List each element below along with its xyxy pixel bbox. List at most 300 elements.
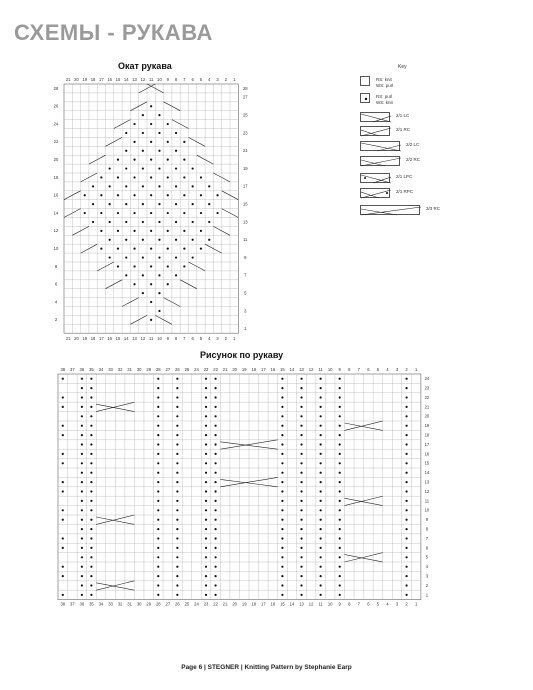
sleeve-purl-dot (320, 462, 322, 464)
sleeve-col-label-top: 37 (69, 367, 75, 372)
sleeve-purl-dot (320, 490, 322, 492)
sleeve-purl-dot (176, 519, 178, 521)
sleeve-col-label-top: 34 (98, 367, 104, 372)
sleeve-purl-dot (339, 378, 341, 380)
sleeve-purl-dot (176, 378, 178, 380)
sleeve-purl-dot (90, 584, 92, 586)
cap-purl-dot (142, 239, 144, 241)
sleeve-purl-dot (214, 547, 216, 549)
sleeve-purl-dot (281, 566, 283, 568)
sleeve-col-label-bottom: 26 (175, 601, 180, 607)
sleeve-purl-dot (339, 434, 341, 436)
sleeve-purl-dot (176, 490, 178, 492)
cap-purl-dot (150, 212, 152, 214)
sleeve-col-label-top: 15 (280, 367, 285, 372)
cap-purl-dot (142, 292, 144, 294)
cap-col-label-top: 10 (157, 77, 162, 82)
sleeve-col-label-top: 12 (308, 367, 314, 372)
cap-row-label-left: 22 (53, 139, 59, 145)
cap-purl-dot (100, 212, 102, 214)
sleeve-purl-dot (300, 584, 302, 586)
sleeve-purl-dot (281, 547, 283, 549)
cap-row-label-left: 2 (54, 317, 58, 323)
cap-col-label-top: 17 (99, 77, 104, 82)
sleeve-col-label-bottom: 34 (98, 601, 104, 607)
sleeve-purl-dot (405, 472, 407, 474)
sleeve-purl-dot (205, 575, 207, 577)
cap-purl-dot (150, 159, 152, 161)
sleeve-col-label-top: 13 (299, 367, 304, 372)
cap-col-label-top: 14 (123, 77, 129, 82)
sleeve-col-label-top: 4 (386, 367, 389, 372)
sleeve-purl-dot (320, 415, 322, 417)
cap-row-label-right: 15 (242, 201, 248, 207)
cap-purl-dot (183, 212, 185, 214)
sleeve-purl-dot (90, 566, 92, 568)
sleeve-purl-dot (205, 528, 207, 530)
sleeve-purl-dot (281, 443, 283, 445)
sleeve-purl-dot (90, 594, 92, 596)
cap-purl-dot (175, 274, 177, 276)
sleeve-purl-dot (300, 500, 302, 502)
key-label: 2/1 RPC (396, 189, 414, 194)
key-label: 2/1 LC (396, 113, 410, 118)
sleeve-purl-dot (214, 537, 216, 539)
sleeve-purl-dot (205, 537, 207, 539)
cap-col-label-bottom: 2 (224, 336, 228, 342)
cap-purl-dot (125, 256, 127, 258)
sleeve-purl-dot (157, 443, 159, 445)
cap-row-label-left: 12 (53, 228, 59, 234)
cap-col-label-bottom: 10 (157, 336, 162, 342)
cap-col-label-top: 1 (232, 77, 236, 82)
sleeve-col-label-top: 1 (414, 367, 418, 372)
sleeve-purl-dot (81, 519, 83, 521)
knit-symbol-icon (360, 76, 370, 86)
cap-purl-dot (167, 283, 169, 285)
sleeve-col-label-top: 26 (175, 367, 180, 372)
sleeve-purl-dot (62, 378, 64, 380)
cap-purl-dot (167, 212, 169, 214)
sleeve-col-label-top: 29 (146, 367, 152, 372)
sleeve-purl-dot (81, 425, 83, 427)
sleeve-purl-dot (405, 500, 407, 502)
cap-col-label-bottom: 17 (99, 336, 104, 342)
sleeve-purl-dot (157, 528, 159, 530)
cap-purl-dot (150, 141, 152, 143)
sleeve-purl-dot (339, 481, 341, 483)
sleeve-col-label-top: 27 (165, 367, 171, 372)
sleeve-purl-dot (81, 566, 83, 568)
cap-purl-dot (125, 239, 127, 241)
sleeve-purl-dot (300, 519, 302, 521)
sleeve-purl-dot (214, 425, 216, 427)
sleeve-col-label-bottom: 1 (414, 601, 418, 607)
sleeve-purl-dot (405, 453, 407, 455)
sleeve-row-label-right: 14 (424, 470, 430, 476)
sleeve-purl-dot (176, 584, 178, 586)
sleeve-purl-dot (281, 387, 283, 389)
cap-purl-dot (167, 176, 169, 178)
sleeve-purl-dot (320, 425, 322, 427)
sleeve-col-label-bottom: 35 (89, 601, 94, 607)
cap-purl-dot (142, 132, 144, 134)
sleeve-purl-dot (157, 406, 159, 408)
cap-purl-dot (158, 132, 160, 134)
cap-purl-dot (183, 141, 185, 143)
sleeve-purl-dot (405, 378, 407, 380)
cap-purl-dot (142, 114, 144, 116)
sleeve-purl-dot (339, 566, 341, 568)
cap-col-label-top: 13 (132, 77, 137, 82)
cap-purl-dot (117, 159, 119, 161)
sleeve-purl-dot (176, 462, 178, 464)
sleeve-purl-dot (320, 443, 322, 445)
cap-purl-dot (142, 185, 144, 187)
cap-purl-dot (158, 292, 160, 294)
sleeve-row-label-right: 13 (424, 479, 430, 485)
sleeve-purl-dot (405, 462, 407, 464)
cap-row-label-left: 4 (54, 299, 58, 305)
sleeve-purl-dot (339, 584, 341, 586)
sleeve-purl-dot (320, 434, 322, 436)
sleeve-row-label-right: 3 (425, 573, 429, 579)
sleeve-purl-dot (205, 406, 207, 408)
sleeve-purl-dot (176, 509, 178, 511)
sleeve-purl-dot (157, 396, 159, 398)
sleeve-row-label-right: 10 (424, 507, 430, 513)
sleeve-purl-dot (176, 537, 178, 539)
cap-purl-dot (133, 194, 135, 196)
sleeve-purl-dot (405, 575, 407, 577)
sleeve-col-label-top: 24 (194, 367, 199, 372)
sleeve-purl-dot (90, 547, 92, 549)
sleeve-purl-dot (339, 575, 341, 577)
cap-row-label-right: 9 (244, 254, 247, 260)
sleeve-purl-dot (81, 481, 83, 483)
sleeve-purl-dot (320, 575, 322, 577)
sleeve-purl-dot (81, 406, 83, 408)
rpc21-symbol-icon (360, 188, 390, 198)
lc22-symbol-icon (360, 141, 400, 151)
sleeve-row-label-right: 2 (425, 582, 429, 588)
sleeve-purl-dot (281, 434, 283, 436)
sleeve-purl-dot (300, 462, 302, 464)
sleeve-purl-dot (90, 556, 92, 558)
cap-purl-dot (125, 274, 127, 276)
cap-col-label-bottom: 1 (232, 336, 236, 342)
sleeve-purl-dot (81, 594, 83, 596)
cap-purl-dot (100, 176, 102, 178)
sleeve-purl-dot (339, 387, 341, 389)
cap-col-label-top: 5 (199, 77, 203, 82)
sleeve-purl-dot (300, 406, 302, 408)
cap-row-label-left: 8 (54, 263, 58, 269)
cap-purl-dot (150, 283, 152, 285)
sleeve-col-label-bottom: 7 (357, 601, 360, 607)
sleeve-purl-dot (157, 481, 159, 483)
sleeve-col-label-top: 31 (127, 367, 132, 372)
sleeve-col-label-top: 17 (260, 367, 266, 372)
cap-row-label-right: 17 (242, 183, 248, 189)
sleeve-purl-dot (300, 378, 302, 380)
cap-purl-dot (175, 185, 177, 187)
cap-row-label-right: 5 (244, 290, 247, 296)
sleeve-purl-dot (320, 584, 322, 586)
cap-row-label-left: 28 (53, 85, 59, 91)
cap-purl-dot (142, 203, 144, 205)
cap-col-label-bottom: 15 (115, 336, 121, 342)
sleeve-purl-dot (90, 462, 92, 464)
cap-col-label-top: 6 (191, 77, 194, 82)
cap-purl-dot (208, 221, 210, 223)
sleeve-row-label-right: 21 (424, 404, 430, 410)
sleeve-purl-dot (205, 462, 207, 464)
sleeve-purl-dot (214, 519, 216, 521)
sleeve-purl-dot (214, 462, 216, 464)
sleeve-col-label-top: 21 (222, 367, 228, 372)
cap-purl-dot (133, 248, 135, 250)
sleeve-purl-dot (62, 519, 64, 521)
sleeve-purl-dot (62, 509, 64, 511)
sleeve-col-label-bottom: 5 (376, 601, 380, 607)
sleeve-purl-dot (320, 528, 322, 530)
sleeve-row-label-right: 17 (424, 441, 430, 447)
cap-purl-dot (133, 212, 135, 214)
cap-col-label-top: 19 (82, 77, 88, 82)
cap-purl-dot (192, 239, 194, 241)
cap-col-label-top: 21 (65, 77, 71, 82)
sleeve-purl-dot (81, 528, 83, 530)
cap-purl-dot (175, 150, 177, 152)
sleeve-purl-dot (281, 472, 283, 474)
sleeve-purl-dot (405, 537, 407, 539)
sleeve-purl-dot (339, 406, 341, 408)
sleeve-purl-dot (339, 472, 341, 474)
sleeve-purl-dot (157, 584, 159, 586)
sleeve-purl-dot (81, 434, 83, 436)
sleeve-purl-dot (90, 519, 92, 521)
sleeve-col-label-top: 22 (213, 367, 218, 372)
sleeve-purl-dot (205, 396, 207, 398)
sleeve-purl-dot (405, 490, 407, 492)
cap-purl-dot (175, 221, 177, 223)
sleeve-purl-dot (281, 500, 283, 502)
sleeve-purl-dot (320, 537, 322, 539)
sleeve-purl-dot (176, 472, 178, 474)
sleeve-purl-dot (214, 594, 216, 596)
cap-purl-dot (192, 221, 194, 223)
sleeve-col-label-bottom: 24 (194, 601, 199, 607)
sleeve-col-label-top: 19 (241, 367, 247, 372)
sleeve-purl-dot (205, 453, 207, 455)
cap-purl-dot (167, 248, 169, 250)
sleeve-col-label-top: 32 (117, 367, 123, 372)
cap-purl-dot (92, 185, 94, 187)
sleeve-purl-dot (320, 387, 322, 389)
cap-col-label-top: 2 (224, 77, 228, 82)
cap-row-label-left: 18 (53, 174, 59, 180)
sleeve-purl-dot (281, 425, 283, 427)
sleeve-purl-dot (62, 396, 64, 398)
sleeve-col-label-bottom: 14 (289, 601, 295, 607)
sleeve-purl-dot (176, 575, 178, 577)
sleeve-purl-dot (300, 556, 302, 558)
sleeve-purl-dot (205, 425, 207, 427)
sleeve-purl-dot (405, 406, 407, 408)
sleeve-purl-dot (214, 528, 216, 530)
cap-purl-dot (192, 185, 194, 187)
cap-col-label-bottom: 12 (140, 336, 146, 342)
sleeve-col-label-top: 33 (108, 367, 113, 372)
cap-row-label-right: 25 (242, 112, 248, 118)
sleeve-purl-dot (62, 425, 64, 427)
rc33-symbol-icon (360, 205, 420, 215)
cap-chart-title: Окат рукава (118, 61, 172, 71)
sleeve-col-label-bottom: 37 (69, 601, 75, 607)
sleeve-row-label-right: 8 (425, 526, 429, 532)
sleeve-purl-dot (320, 509, 322, 511)
sleeve-col-label-top: 30 (136, 367, 142, 372)
sleeve-purl-dot (339, 500, 341, 502)
cap-row-label-left: 14 (53, 210, 59, 216)
sleeve-purl-dot (62, 594, 64, 596)
cap-col-label-top: 9 (166, 77, 169, 82)
sleeve-purl-dot (300, 490, 302, 492)
sleeve-purl-dot (339, 594, 341, 596)
sleeve-purl-dot (176, 556, 178, 558)
cap-col-label-top: 12 (140, 77, 146, 82)
sleeve-purl-dot (214, 415, 216, 417)
sleeve-purl-dot (176, 528, 178, 530)
cap-row-label-right: 11 (243, 237, 248, 243)
cap-row-label-right: 23 (242, 130, 248, 136)
sleeve-purl-dot (405, 425, 407, 427)
sleeve-col-label-top: 38 (60, 367, 66, 372)
sleeve-purl-dot (62, 537, 64, 539)
sleeve-col-label-top: 23 (203, 367, 209, 372)
sleeve-purl-dot (81, 415, 83, 417)
sleeve-purl-dot (62, 434, 64, 436)
sleeve-purl-dot (176, 453, 178, 455)
sleeve-purl-dot (405, 396, 407, 398)
sleeve-purl-dot (320, 547, 322, 549)
cap-purl-dot (158, 167, 160, 169)
sleeve-purl-dot (81, 509, 83, 511)
purl-symbol-icon (360, 93, 370, 103)
sleeve-purl-dot (90, 425, 92, 427)
cap-purl-dot (84, 212, 86, 214)
sleeve-purl-dot (300, 472, 302, 474)
sleeve-purl-dot (176, 425, 178, 427)
sleeve-purl-dot (281, 378, 283, 380)
sleeve-purl-dot (90, 490, 92, 492)
cap-purl-dot (125, 167, 127, 169)
sleeve-col-label-top: 18 (251, 367, 257, 372)
key-label: 2/2 RC (406, 157, 421, 162)
sleeve-purl-dot (300, 481, 302, 483)
cap-purl-dot (167, 141, 169, 143)
sleeve-purl-dot (214, 556, 216, 558)
cap-purl-dot (200, 248, 202, 250)
sleeve-purl-dot (405, 584, 407, 586)
sleeve-purl-dot (300, 566, 302, 568)
sleeve-purl-dot (90, 415, 92, 417)
sleeve-col-label-top: 35 (89, 367, 94, 372)
cap-purl-dot (158, 274, 160, 276)
cap-row-label-right: 7 (244, 272, 247, 278)
sleeve-purl-dot (405, 481, 407, 483)
sleeve-purl-dot (205, 443, 207, 445)
cap-purl-dot (183, 176, 185, 178)
sleeve-col-label-bottom: 38 (60, 601, 66, 607)
sleeve-purl-dot (176, 406, 178, 408)
sleeve-purl-dot (157, 566, 159, 568)
cap-purl-dot (133, 265, 135, 267)
cap-purl-dot (109, 203, 111, 205)
cap-purl-dot (142, 274, 144, 276)
sleeve-purl-dot (205, 547, 207, 549)
key-title: Key (398, 64, 407, 70)
sleeve-purl-dot (281, 509, 283, 511)
sleeve-row-label-right: 5 (425, 554, 429, 560)
sleeve-purl-dot (176, 396, 178, 398)
sleeve-purl-dot (339, 443, 341, 445)
sleeve-purl-dot (281, 415, 283, 417)
sleeve-purl-dot (339, 509, 341, 511)
sleeve-purl-dot (81, 472, 83, 474)
cap-purl-dot (175, 203, 177, 205)
cap-col-label-bottom: 7 (183, 336, 186, 342)
sleeve-col-label-top: 28 (155, 367, 161, 372)
sleeve-purl-dot (205, 490, 207, 492)
cap-purl-dot (175, 256, 177, 258)
sleeve-purl-dot (157, 387, 159, 389)
cap-purl-dot (150, 123, 152, 125)
sleeve-purl-dot (300, 575, 302, 577)
cap-purl-dot (183, 265, 185, 267)
cap-col-label-bottom: 20 (74, 336, 79, 342)
sleeve-col-label-top: 6 (367, 367, 370, 372)
sleeve-purl-dot (405, 528, 407, 530)
sleeve-purl-dot (405, 415, 407, 417)
key-label: 3/3 RC (426, 206, 441, 211)
sleeve-purl-dot (176, 434, 178, 436)
cap-row-label-right: 3 (244, 308, 247, 314)
sleeve-purl-dot (281, 462, 283, 464)
sleeve-purl-dot (157, 509, 159, 511)
sleeve-purl-dot (90, 500, 92, 502)
sleeve-col-label-bottom: 28 (155, 601, 161, 607)
cap-purl-dot (117, 212, 119, 214)
cap-purl-dot (158, 203, 160, 205)
sleeve-purl-dot (281, 528, 283, 530)
sleeve-purl-dot (62, 453, 64, 455)
page-title: СХЕМЫ - РУКАВА (14, 20, 213, 45)
sleeve-row-label-right: 16 (424, 451, 430, 457)
sleeve-purl-dot (90, 509, 92, 511)
sleeve-purl-dot (339, 453, 341, 455)
cap-purl-dot (84, 194, 86, 196)
sleeve-purl-dot (300, 528, 302, 530)
sleeve-col-label-bottom: 10 (327, 601, 333, 607)
sleeve-row-label-right: 19 (424, 423, 430, 429)
cap-purl-dot (109, 185, 111, 187)
cap-purl-dot (150, 301, 152, 303)
cap-col-label-bottom: 3 (216, 336, 219, 342)
sleeve-purl-dot (205, 519, 207, 521)
sleeve-purl-dot (157, 519, 159, 521)
